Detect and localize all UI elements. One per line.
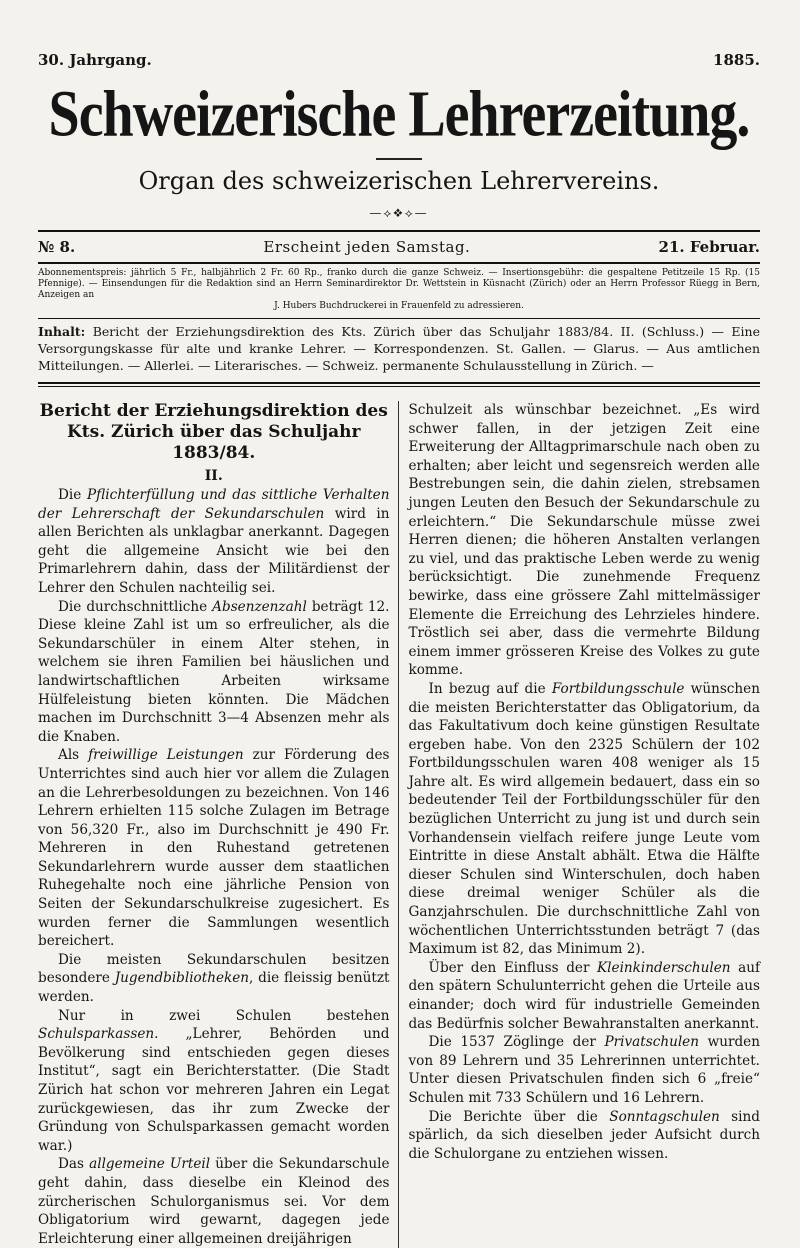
subscription-line-1: Abonnementspreis: jährlich 5 Fr., halbjährlich 2 Fr. 60 Rp., franko durch die ganze Schweiz. — Insertionsgebühr: die gespaltene Petitzeile 15 Rp. (15 Pfennige). — xyxy=(38,268,760,289)
subscription-line-3: J. Hubers Buchdruckerei in Frauenfeld zu adressieren. xyxy=(274,301,524,311)
paragraph: Die durchschnittliche Absenzenzahl beträgt 12. Diese kleine Zahl ist um so erfreulicher, als die Sekundarschüler in einem Alter stehen, in welchem sie ihren Familien bei häuslichen und landwirtschaftlichen Arbeiten wirksame Hülfeleistung bieten könnten. Die Mädchen machen im Durchschnitt 3—4 Absenzen mehr als die Knaben. xyxy=(38,598,390,745)
ornament-divider: —⟡❖⟡— xyxy=(369,206,429,220)
paragraph: Die meisten Sekundarschulen besitzen besondere Jugendbibliotheken, die fleissig benützt werden. xyxy=(38,951,390,1006)
newspaper-page xyxy=(38,50,760,1247)
rule xyxy=(38,262,760,264)
rule xyxy=(38,386,760,387)
paragraph: Über den Einfluss der Kleinkinderschulen auf den spätern Schulunterricht gehen die Urteile aus einander; doch wird für industrielle Gemeinden das Bedürfnis solcher Bewahranstalten anerkannt. xyxy=(408,959,760,1032)
contents-label: Inhalt: xyxy=(38,324,86,339)
paragraph: Die Pflichterfüllung und das sittliche Verhalten der Lehrerschaft der Sekundarschulen wird in allen Berichten als unklagbar anerkannt. Dagegen geht die allgemeine Ansicht wie bei den Primarlehrern dahin, dass der Militärdienst der Lehrer den Schulen nachteilig sei. xyxy=(38,487,390,596)
rule xyxy=(38,318,760,319)
column-separator xyxy=(398,401,399,1248)
paragraph: Die 1537 Zöglinge der Privatschulen wurden von 89 Lehrern und 35 Lehrerinnen unterrichtet. Unter diesen Privatschulen finden sich 6 „freie“ Schulen mit 733 Schülern und 16 Lehrern. xyxy=(408,1034,760,1106)
paragraph: Schulzeit als wünschbar bezeichnet. „Es wird schwer fallen, in der jetzigen Zeit eine Erweiterung der Alltagprimarschule nach oben zu erhalten; aber leicht und segensreich werden alle Bestrebungen sein, die dahin zielen, strebsamen jungen Leuten den Besuch der Sekundarschule zu erleichtern.“ Die Sekundarschule müsse zwei Herren dienen; die höheren Anstalten verlangen zu viel, und das praktische Leben werde zu wenig berücksichtigt. Die zunehmende Frequenz bewirke, dass eine grössere Zahl mittelmässiger Elemente die Erreichung des Lehrzieles hindere. Tröstlich sei aber, dass die vermehrte Bildung einem immer grösseren Kreise des Volkes zu gute komme. xyxy=(408,402,760,679)
paragraph: In bezug auf die Fortbildungsschule wünschen die meisten Berichterstatter das Obligatorium, da das Fakultativum doch keine günstigen Resultate ergeben habe. Von den 2325 Schülern der 102 Fortbildungsschulen waren 408 weniger als 15 Jahre alt. Es wird allgemein bedauert, dass ein so bedeutender Teil der Fortbildungsschüler für den bezüglichen Unterricht zu jung ist und durch sein Vorhandensein vielfach reifere junge Leute vom Eintritte in diese Anstalt abhält. Etwa die Hälfte dieser Schulen sind Winterschulen, doch haben diese dreimal weniger Schüler als die Ganzjahrschulen. Die durchschnittliche Zahl von wöchentlichen Unterrichtsstunden beträgt 7 (das Maximum ist 82, das Minimum 2). xyxy=(408,680,760,958)
volume-label: 30. Jahrgang. xyxy=(38,51,152,69)
masthead-title: Schweizerische Lehrerzeitung. xyxy=(48,77,750,151)
table-of-contents xyxy=(38,323,760,374)
publication-frequency: Erscheint jeden Samstag. xyxy=(263,238,471,256)
year-label: 1885. xyxy=(713,51,760,69)
masthead-subtitle: Organ des schweizerischen Lehrervereins. xyxy=(138,167,660,195)
column-left xyxy=(38,401,396,1248)
title-divider xyxy=(376,158,422,160)
rule xyxy=(38,382,760,384)
subscription-info xyxy=(38,268,760,312)
article-title: Bericht der Erziehungsdirektion des Kts. Zürich über das Schuljahr 1883/84. xyxy=(39,401,388,463)
paragraph: Nur in zwei Schulen bestehen Schulsparkassen. „Lehrer, Behörden und Bevölkerung sind entschieden gegen dieses Institut“, sagt ein Berichterstatter. (Die Stadt Zürich hat schon vor mehreren Jahren ein Legat zurückgewiesen, das ihr zum Zwecke der Gründung von Schulsparkassen gemacht worden war.) xyxy=(38,1007,390,1154)
issue-date: 21. Februar. xyxy=(658,238,760,256)
issue-line xyxy=(38,238,760,256)
rule xyxy=(38,230,760,232)
article-columns xyxy=(38,401,760,1248)
contents-text: Bericht der Erziehungsdirektion des Kts. Zürich über das Schuljahr 1883/84. II. (Schluss.) — Eine Versorgungskasse für alte und kranke Lehrer. — Korrespondenzen. St. Gallen. — Glarus. — Aus amtlichen Mitteilungen. — Allerlei. — Literarisches. — Schweiz. permanente Schulausstellung in Zürich. — xyxy=(38,324,760,373)
paragraph: Als freiwillige Leistungen zur Förderung des Unterrichtes sind auch hier vor allem die Zulagen an die Lehrerbesoldungen zu bezeichnen. Von 146 Lehrern erhielten 115 solche Zulagen im Betrage von 56,320 Fr., also im Durchschnitt je 490 Fr. Mehreren in den Ruhestand getretenen Sekundarlehrern wurde ausser dem staatlichen Ruhegehalte noch eine jährliche Pension von Seiten der Sekundarschulkreise zugesichert. Es wurden ferner die Sammlungen wesentlich bereichert. xyxy=(38,747,390,950)
paragraph: Die Berichte über die Sonntagschulen sind spärlich, da sich dieselben jeder Aufsicht durch die Schulorgane zu entziehen wissen. xyxy=(408,1108,760,1162)
top-line xyxy=(38,50,760,70)
paragraph: Das allgemeine Urteil über die Sekundarschule geht dahin, dass dieselbe ein Kleinod des zürcherischen Schulorganismus sei. Vor dem Obligatorium wird gewarnt, dagegen jede Erleichterung einer allgemeinen dreijährigen xyxy=(38,1156,390,1247)
section-number: II. xyxy=(204,468,223,484)
column-right xyxy=(400,401,760,1248)
subscription-line-2: Einsendungen für die Redaktion sind an Herrn Seminardirektor Dr. Wettstein in Küsnacht (Zürich) oder an Herrn Professor Rüegg in Bern, Anzeigen an xyxy=(38,279,760,300)
issue-number: № 8. xyxy=(38,238,76,256)
